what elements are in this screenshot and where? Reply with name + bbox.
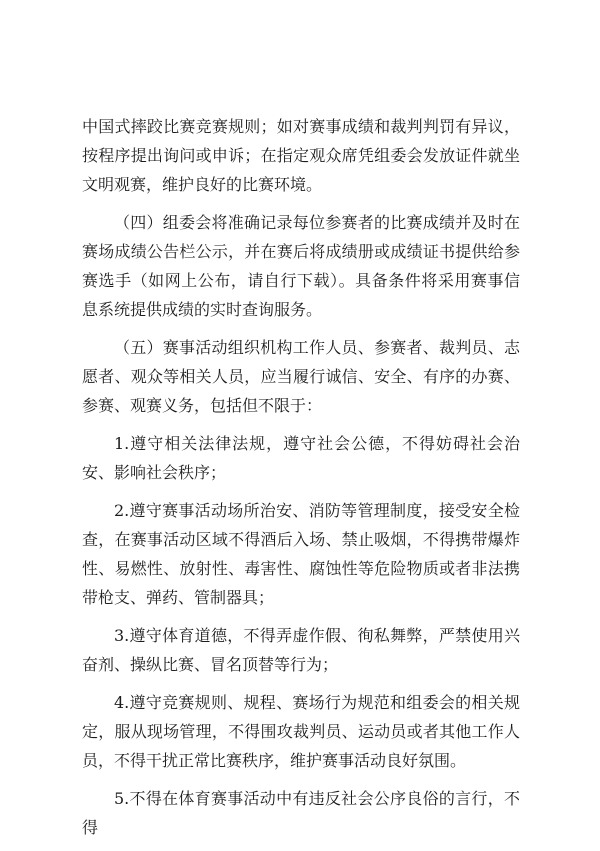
paragraph-item-5: （五）赛事活动组织机构工作人员、参赛者、裁判员、志愿者、观众等相关人员，应当履行诚信、安全、有序的办赛、参赛、观赛义务，包括但不限于：	[82, 338, 520, 415]
paragraph-rule-5: 5.不得在体育赛事活动中有违反社会公序良俗的言行，不得	[82, 789, 520, 837]
paragraph-item-4: （四）组委会将准确记录每位参赛者的比赛成绩并及时在赛场成绩公告栏公示，并在赛后将成绩册或成绩证书提供给参赛选手（如网上公布，请自行下载）。具备条件将采用赛事信息系统提供成绩的实时查询服务。	[82, 213, 520, 319]
paragraph-continuation: 中国式摔跤比赛竞赛规则；如对赛事成绩和裁判判罚有异议，按程序提出询问或申诉；在指定观众席凭组委会发放证件就坐文明观赛，维护良好的比赛环境。	[82, 117, 520, 194]
paragraph-rule-1: 1.遵守相关法律法规，遵守社会公德，不得妨碍社会治安、影响社会秩序；	[82, 434, 520, 482]
paragraph-rule-4: 4.遵守竞赛规则、规程、赛场行为规范和组委会的相关规定，服从现场管理，不得围攻裁判员、运动员或者其他工作人员，不得干扰正常比赛秩序，维护赛事活动良好氛围。	[82, 693, 520, 770]
paragraph-rule-2: 2.遵守赛事活动场所治安、消防等管理制度，接受安全检查，在赛事活动区域不得酒后入场、禁止吸烟，不得携带爆炸性、易燃性、放射性、毒害性、腐蚀性等危险物质或者非法携带枪支、弹药、管制器具；	[82, 501, 520, 607]
document-body	[82, 112, 520, 851]
paragraph-rule-3: 3.遵守体育道德，不得弄虚作假、徇私舞弊，严禁使用兴奋剂、操纵比赛、冒名顶替等行为；	[82, 626, 520, 674]
